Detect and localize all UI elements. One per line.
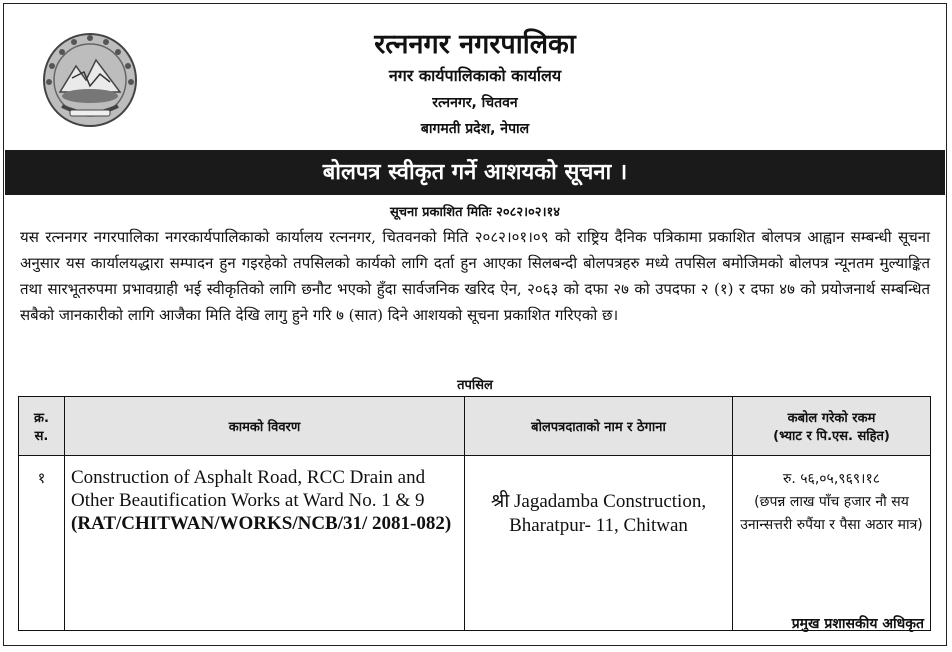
municipality-name: रत्ननगर नगरपालिका: [374, 29, 576, 60]
nepal-emblem-icon: [40, 30, 140, 130]
office-location: रत्ननगर, चितवन: [432, 95, 518, 111]
signatory-title: प्रमुख प्रशासकीय अधिकृत: [791, 616, 924, 632]
header-serial-line2: स.: [34, 429, 49, 444]
notice-page: [3, 3, 947, 646]
row-serial: १: [19, 456, 65, 631]
row-description-cell: [65, 456, 465, 631]
header-description: कामको विवरण: [65, 397, 465, 456]
header-serial-line1: क्र.: [34, 411, 49, 426]
table-header-row: [19, 397, 931, 456]
table-title: तपसिल: [457, 378, 493, 393]
table-row: [19, 456, 931, 631]
header-amount-line1: कबोल गरेको रकम: [787, 411, 876, 426]
bid-table: [18, 396, 931, 631]
row-description: Construction of Asphalt Road, RCC Drain and Other Beautification Works at Ward No. 1 & 9: [71, 467, 426, 511]
header-serial: [19, 397, 65, 456]
notice-title-banner: बोलपत्र स्वीकृत गर्ने आशयको सूचना ।: [5, 150, 945, 195]
header-amount-line2: (भ्याट र पि.एस. सहित): [773, 429, 890, 444]
row-amount-words: (छपन्न लाख पाँच हजार नौ सय उनान्सत्तरी रुपैंया र पैसा अठार मात्र): [740, 494, 923, 533]
row-bidder-cell: [465, 456, 733, 631]
header-bidder: बोलपत्रदाताको नाम र ठेगाना: [465, 397, 733, 456]
office-province: बागमती प्रदेश, नेपाल: [420, 121, 530, 137]
row-bidder-address: Bharatpur- 11, Chitwan: [509, 515, 688, 536]
publication-date: सूचना प्रकाशित मितिः २०८२।०२।१४: [389, 205, 561, 220]
row-amount-cell: [733, 456, 931, 631]
row-amount: रु. ५६,०५,९६९।१८: [783, 471, 880, 487]
notice-body: यस रत्ननगर नगरपालिका नगरकार्यपालिकाको कार्यालय रत्ननगर, चितवनको मिति २०८२।०१।०९ को राष्ट्रिय दैनिक पत्रिकामा प्रकाशित बोलपत्र आह्वान सम्बन्धी सूचना अनुसार यस कार्यालयद्धारा सम्पादन हुन गइरहेको तपसिलको कार्यको लागि दर्ता हुन आएका सिलबन्दी बोलपत्रहरु मध्ये तपसिल बमोजिमको बोलपत्र न्यूनतम मुल्याङ्कित तथा सारभूतरुपमा प्रभावग्राही भई स्वीकृतिको लागि छनौट भएको हुँदा सार्वजनिक खरिद ऐन, २०६३ को दफा २७ को उपदफा २ (१) र दफा ४७ को प्रयोजनार्थ सम्बन्धित सबैको जानकारीको लागि आजैका मिति देखि लागु हुने गरि ७ (सात) दिने आशयको सूचना प्रकाशित गरिएको छ।: [20, 228, 930, 324]
header-amount: [733, 397, 931, 456]
row-reference: (RAT/CHITWAN/WORKS/NCB/31/ 2081-082): [71, 513, 452, 534]
letterhead: [184, 28, 766, 142]
row-bidder-name: श्री Jagadamba Construction,: [490, 491, 707, 512]
office-name: नगर कार्यपालिकाको कार्यालय: [388, 66, 562, 85]
